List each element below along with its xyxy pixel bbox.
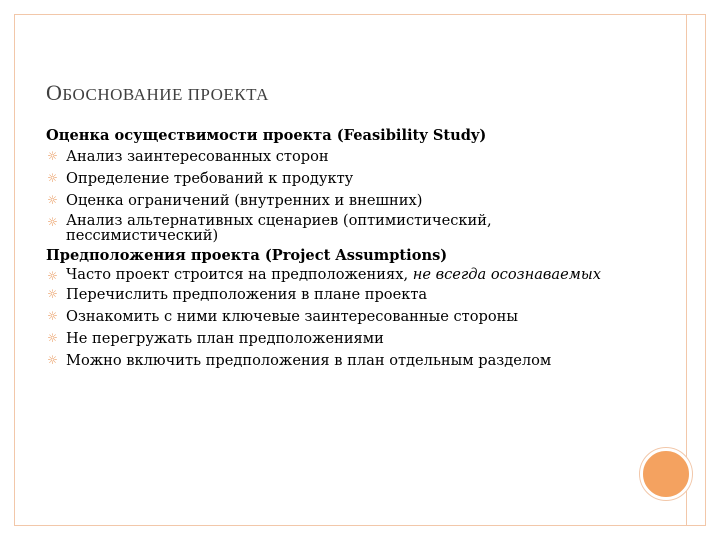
section-heading-feasibility: Оценка осуществимости проекта (Feasibility Study)	[46, 127, 487, 144]
slide-title	[46, 80, 269, 106]
list-item-text: Перечислить предположения в плане проекта	[66, 286, 428, 303]
list-item-text: Определение требований к продукту	[66, 170, 354, 187]
list-item-text	[66, 267, 636, 282]
list-item	[46, 191, 636, 210]
list-item	[46, 267, 636, 282]
decorative-circle	[640, 448, 692, 500]
list-item-text: Оценка ограничений (внутренних и внешних)	[66, 192, 423, 209]
list-item-text: Можно включить предположения в план отдельным разделом	[66, 352, 552, 369]
list-item-text-italic: не всегда осознаваемых	[412, 266, 601, 283]
list-item	[46, 351, 636, 370]
list-item	[46, 213, 636, 243]
sun-icon: ☼	[47, 331, 58, 345]
sun-icon: ☼	[47, 269, 58, 283]
slide-title-rest: БОСНОВАНИЕ ПРОЕКТА	[62, 85, 269, 104]
list-item-text: Не перегружать план предположениями	[66, 330, 384, 347]
sun-icon: ☼	[47, 287, 58, 301]
list-item	[46, 147, 636, 166]
sun-icon: ☼	[47, 171, 58, 185]
list-item-text: Анализ альтернативных сценариев (оптимистический, пессимистический)	[66, 212, 492, 244]
sun-icon: ☼	[47, 149, 58, 163]
sun-icon: ☼	[47, 193, 58, 207]
list-item	[46, 285, 636, 304]
feasibility-list	[46, 147, 636, 243]
assumptions-list	[46, 267, 636, 370]
sun-icon: ☼	[47, 309, 58, 323]
list-item	[46, 307, 636, 326]
list-item	[46, 329, 636, 348]
slide-rail-line	[686, 14, 687, 526]
slide-content	[46, 126, 636, 373]
slide-title-first-letter: О	[46, 80, 63, 105]
list-item-text: Анализ заинтересованных сторон	[66, 148, 329, 165]
section-heading-assumptions: Предположения проекта (Project Assumptions)	[46, 247, 448, 264]
list-item-text-plain: Часто проект строится на предположениях,	[66, 266, 409, 283]
list-item-text: Ознакомить с ними ключевые заинтересованные стороны	[66, 308, 518, 325]
sun-icon: ☼	[47, 215, 58, 229]
list-item	[46, 169, 636, 188]
sun-icon: ☼	[47, 353, 58, 367]
